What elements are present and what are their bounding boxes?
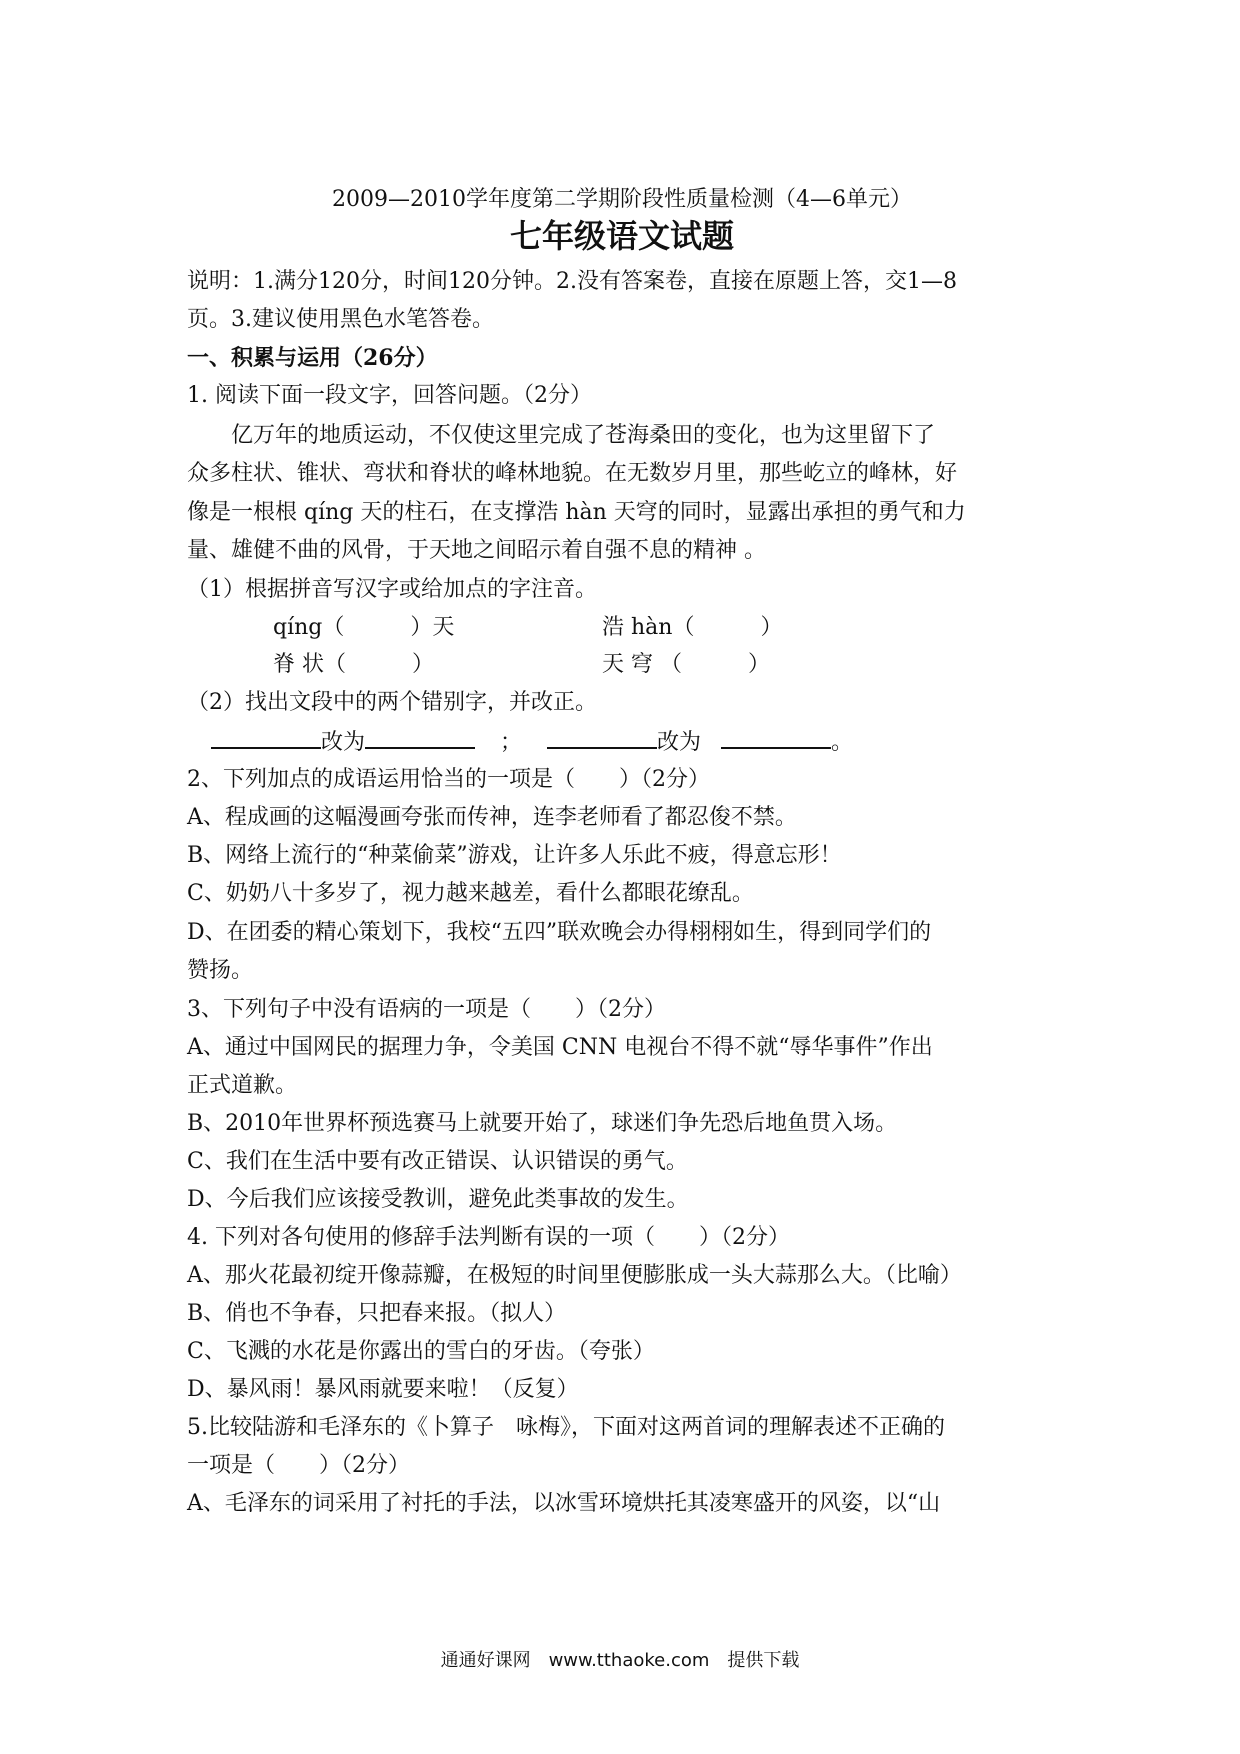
- q1-passage-line-3: 像是一根根 qíng 天的柱石，在支撑浩 hàn 天穹的同时，显露出承担的勇气和力: [187, 500, 966, 525]
- q1-fill-b[interactable]: 浩 hàn（ ）: [602, 615, 783, 640]
- exam-title: 七年级语文试题: [509, 217, 734, 255]
- answer-blank-4[interactable]: [721, 727, 831, 749]
- section-heading: 一、积累与运用（26分）: [187, 345, 438, 371]
- q2-option-d-line-1[interactable]: D、在团委的精心策划下，我校“五四”联欢晚会办得栩栩如生，得到同学们的: [187, 920, 932, 945]
- q1-passage-line-2: 众多柱状、锥状、弯状和脊状的峰林地貌。在无数岁月里，那些屹立的峰林，好: [187, 461, 958, 486]
- q2-prompt: 2、下列加点的成语运用恰当的一项是（ ）（2分）: [187, 767, 710, 792]
- q4-prompt: 4. 下列对各句使用的修辞手法判断有误的一项（ ）（2分）: [187, 1225, 790, 1250]
- q1-passage-line-4: 量、雄健不曲的风骨，于天地之间昭示着自强不息的精神 。: [187, 538, 766, 563]
- q3-prompt: 3、下列句子中没有语病的一项是（ ）（2分）: [187, 997, 666, 1022]
- q1-passage-line-1: 亿万年的地质运动，不仅使这里完成了苍海桑田的变化，也为这里留下了: [231, 423, 936, 448]
- q2-option-d-line-2: 赞扬。: [187, 958, 254, 983]
- q5-option-a[interactable]: A、毛泽东的词采用了衬托的手法，以冰雪环境烘托其凌寒盛开的风姿，以“山: [187, 1491, 941, 1516]
- q4-option-c[interactable]: C、飞溅的水花是你露出的雪白的牙齿。（夸张）: [187, 1339, 655, 1364]
- answer-blank-1[interactable]: [211, 727, 321, 749]
- q1-subquestion-2: （2）找出文段中的两个错别字，并改正。: [187, 690, 597, 715]
- q1-fill-d[interactable]: 天 穹 （ ）: [602, 652, 770, 677]
- q3-option-b[interactable]: B、2010年世界杯预选赛马上就要开始了，球迷们争先恐后地鱼贯入场。: [187, 1111, 898, 1136]
- q1-correction-row: [211, 727, 853, 757]
- correction-separator: ；: [500, 730, 523, 755]
- q2-option-a[interactable]: A、程成画的这幅漫画夸张而传神，连李老师看了都忍俊不禁。: [187, 805, 797, 830]
- q2-option-c[interactable]: C、奶奶八十多岁了，视力越来越差，看什么都眼花缭乱。: [187, 881, 754, 906]
- answer-blank-3[interactable]: [547, 727, 657, 749]
- change-label-2: 改为: [657, 730, 702, 755]
- answer-blank-2[interactable]: [365, 727, 475, 749]
- q5-prompt-line-1: 5.比较陆游和毛泽东的《卜算子 咏梅》，下面对这两首词的理解表述不正确的: [187, 1415, 945, 1440]
- correction-end: 。: [831, 730, 854, 755]
- q4-option-d[interactable]: D、暴风雨！暴风雨就要来啦！（反复）: [187, 1377, 579, 1402]
- q1-fill-c[interactable]: 脊 状（ ）: [273, 652, 434, 677]
- q2-option-b[interactable]: B、网络上流行的“种菜偷菜”游戏，让许多人乐此不疲，得意忘形！: [187, 843, 842, 868]
- q4-option-a[interactable]: A、那火花最初绽开像蒜瓣，在极短的时间里便膨胀成一头大蒜那么大。（比喻）: [187, 1263, 962, 1288]
- q1-fill-a[interactable]: qíng（ ）天: [273, 615, 455, 640]
- q3-option-c[interactable]: C、我们在生活中要有改正错误、认识错误的勇气。: [187, 1149, 688, 1174]
- q1-subquestion-1: （1）根据拼音写汉字或给加点的字注音。: [187, 577, 597, 602]
- q4-option-b[interactable]: B、俏也不争春，只把春来报。（拟人）: [187, 1301, 567, 1326]
- q3-option-a-line-1[interactable]: A、通过中国网民的据理力争，令美国 CNN 电视台不得不就“辱华事件”作出: [187, 1035, 933, 1060]
- change-label-1: 改为: [321, 730, 366, 755]
- q5-prompt-line-2: 一项是（ ）（2分）: [187, 1453, 410, 1478]
- q1-prompt: 1. 阅读下面一段文字，回答问题。（2分）: [187, 383, 592, 408]
- q3-option-d[interactable]: D、今后我们应该接受教训，避免此类事故的发生。: [187, 1187, 689, 1212]
- exam-subtitle: 2009—2010学年度第二学期阶段性质量检测（4—6单元）: [332, 187, 912, 212]
- page-footer: 通通好课网 www.tthaoke.com 提供下载: [440, 1650, 800, 1671]
- q3-option-a-line-2: 正式道歉。: [187, 1073, 298, 1098]
- instructions-line-2: 页。3.建议使用黑色水笔答卷。: [187, 307, 494, 332]
- instructions-line-1: 说明：1.满分120分，时间120分钟。2.没有答案卷，直接在原题上答，交1—8: [187, 269, 957, 294]
